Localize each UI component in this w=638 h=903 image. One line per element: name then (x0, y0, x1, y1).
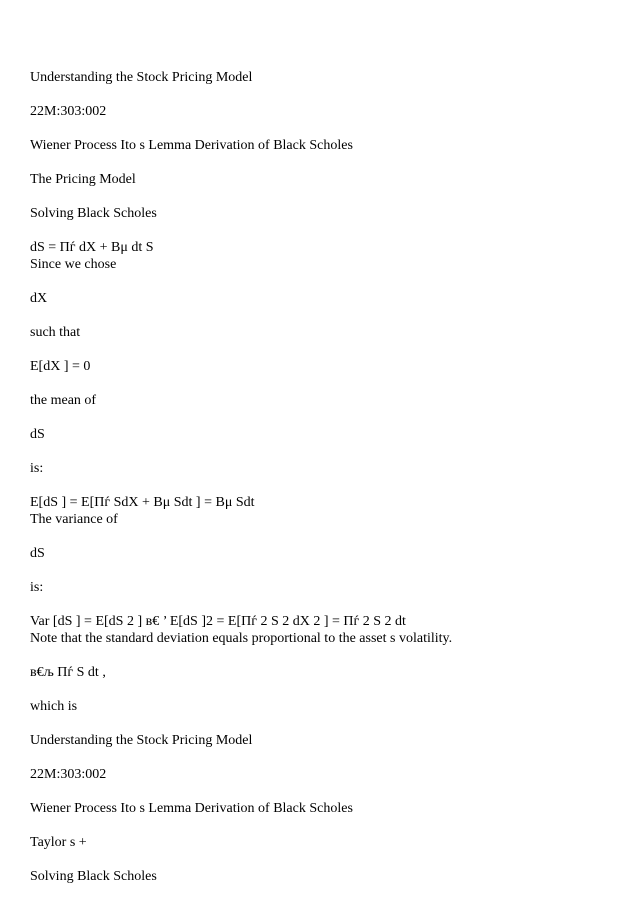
math-term: dS (30, 546, 45, 561)
doc-title: Understanding the Stock Pricing Model (30, 70, 253, 85)
equation-ds: dS = Пѓ dX + Вμ dt S (30, 240, 154, 255)
text-line: Taylor s + (30, 835, 87, 850)
text-line: the mean of (30, 393, 97, 408)
text-line: Since we chose (30, 257, 117, 272)
doc-title: Understanding the Stock Pricing Model (30, 733, 253, 748)
course-code: 22M:303:002 (30, 767, 107, 782)
text-line: Note that the standard deviation equals proportional to the asset s volatility. (30, 631, 453, 646)
topic-list: Wiener Process Ito s Lemma Derivation of Black Scholes (30, 801, 353, 816)
math-term: dS (30, 427, 45, 442)
section-heading: Solving Black Scholes (30, 869, 157, 884)
text-line: is: (30, 461, 44, 476)
equation-mean-ds: E[dS ] = E[Пѓ SdX + Вμ Sdt ] = Вμ Sdt (30, 495, 255, 510)
topic-list: Wiener Process Ito s Lemma Derivation of Black Scholes (30, 138, 353, 153)
section-heading: The Pricing Model (30, 172, 136, 187)
equation-std-dev: в€љ Пѓ S dt , (30, 665, 106, 680)
text-line: which is (30, 699, 78, 714)
math-term: dX (30, 291, 48, 306)
text-line: The variance of (30, 512, 118, 527)
equation-variance: Var [dS ] = E[dS 2 ] в€ ’ E[dS ]2 = E[Пѓ 2 S 2 dX 2 ] = Пѓ 2 S 2 dt (30, 614, 406, 629)
course-code: 22M:303:002 (30, 104, 107, 119)
section-heading: Solving Black Scholes (30, 206, 157, 221)
text-line: is: (30, 580, 44, 595)
equation-mean-dx: E[dX ] = 0 (30, 359, 91, 374)
text-line: such that (30, 325, 81, 340)
